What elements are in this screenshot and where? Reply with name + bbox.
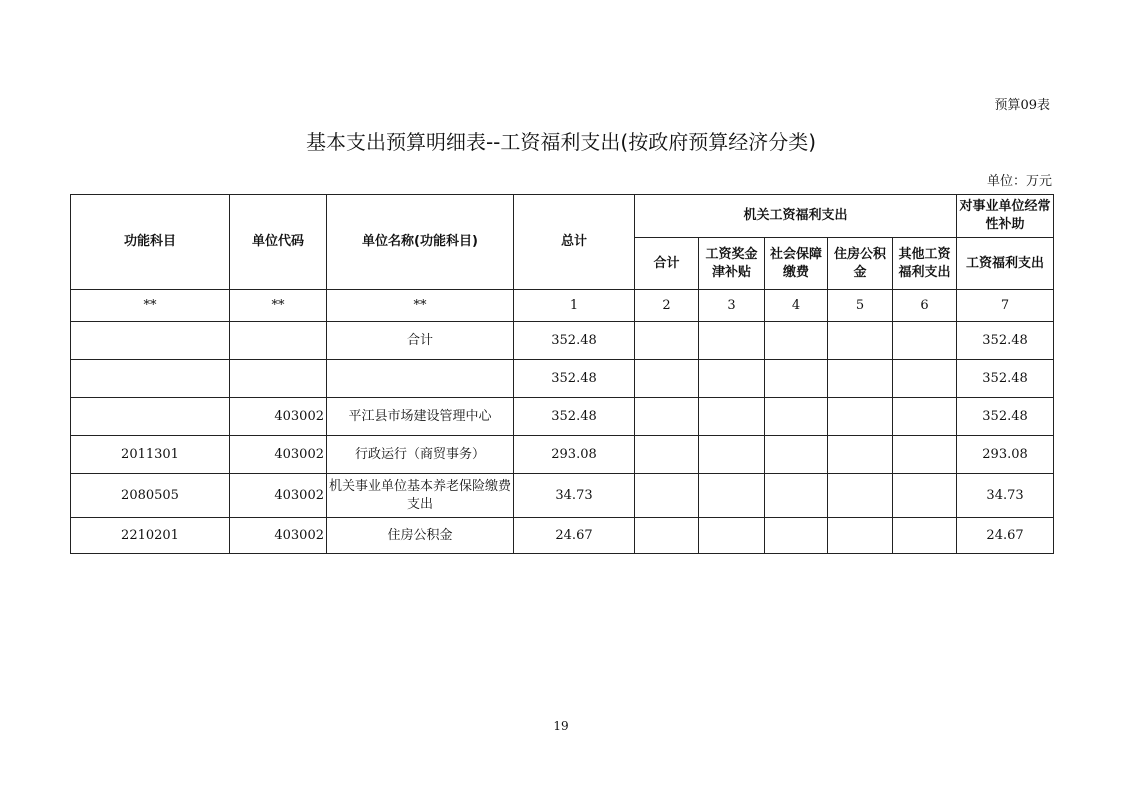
value-cell [635,436,699,474]
value-cell [765,436,828,474]
index-cell: 3 [699,290,765,322]
unit-code-cell [230,322,327,360]
unit-name-cell: 住房公积金 [327,518,514,554]
func-subject-cell [71,322,230,360]
func-subject-cell: 2011301 [71,436,230,474]
unit-code-cell [230,360,327,398]
unit-code-cell: 403002 [230,398,327,436]
value-cell [828,322,893,360]
header-group-shiye: 对事业单位经常性补助 [957,195,1054,238]
value-cell [699,398,765,436]
header-sub-shebao: 社会保障缴费 [765,238,828,290]
index-cell: 4 [765,290,828,322]
value-cell [893,474,957,518]
header-group-jiguan: 机关工资福利支出 [635,195,957,238]
value-cell: 352.48 [957,398,1054,436]
total-cell: 24.67 [514,518,635,554]
value-cell: 352.48 [957,360,1054,398]
value-cell [828,474,893,518]
unit-name-cell: 平江县市场建设管理中心 [327,398,514,436]
func-subject-cell: 2210201 [71,518,230,554]
value-cell [635,398,699,436]
header-func-subject: 功能科目 [71,195,230,290]
index-row [71,290,1054,322]
table-row [71,436,1054,474]
unit-code-cell: 403002 [230,518,327,554]
index-cell: 6 [893,290,957,322]
unit-name-cell [327,360,514,398]
header-unit-code: 单位代码 [230,195,327,290]
unit-code-cell: 403002 [230,436,327,474]
header-total: 总计 [514,195,635,290]
index-cell: ** [71,290,230,322]
value-cell [828,518,893,554]
value-cell [699,518,765,554]
value-cell: 34.73 [957,474,1054,518]
total-cell: 352.48 [514,322,635,360]
header-sub-heji: 合计 [635,238,699,290]
table-row [71,322,1054,360]
value-cell: 24.67 [957,518,1054,554]
value-cell [765,360,828,398]
index-cell: ** [230,290,327,322]
total-cell: 352.48 [514,398,635,436]
value-cell [893,518,957,554]
total-cell: 352.48 [514,360,635,398]
unit-label: 单位：万元 [986,174,1052,189]
table-row [71,474,1054,518]
value-cell [635,474,699,518]
value-cell [893,322,957,360]
table-row [71,518,1054,554]
page-number: 19 [553,719,569,733]
value-cell [635,322,699,360]
value-cell [828,360,893,398]
unit-code-cell: 403002 [230,474,327,518]
value-cell [765,474,828,518]
value-cell [765,398,828,436]
table-row [71,360,1054,398]
total-cell: 34.73 [514,474,635,518]
table-row [71,398,1054,436]
index-cell: 1 [514,290,635,322]
value-cell [893,436,957,474]
value-cell [635,360,699,398]
unit-name-cell: 合计 [327,322,514,360]
unit-name-cell: 行政运行（商贸事务） [327,436,514,474]
value-cell [635,518,699,554]
value-cell [699,360,765,398]
func-subject-cell: 2080505 [71,474,230,518]
value-cell [828,436,893,474]
func-subject-cell [71,398,230,436]
header-sub-shiye-gongzi: 工资福利支出 [957,238,1054,290]
header-sub-zhufang: 住房公积金 [828,238,893,290]
index-cell: 5 [828,290,893,322]
unit-name-cell: 机关事业单位基本养老保险缴费支出 [327,474,514,518]
value-cell [765,322,828,360]
value-cell [699,322,765,360]
func-subject-cell [71,360,230,398]
value-cell [699,474,765,518]
index-cell: 7 [957,290,1054,322]
index-cell: ** [327,290,514,322]
header-sub-gongzi: 工资奖金津补贴 [699,238,765,290]
header-sub-qita: 其他工资福利支出 [893,238,957,290]
value-cell [699,436,765,474]
budget-table [70,194,1054,554]
total-cell: 293.08 [514,436,635,474]
header-unit-name: 单位名称(功能科目) [327,195,514,290]
value-cell [828,398,893,436]
page-title: 基本支出预算明细表--工资福利支出(按政府预算经济分类) [305,130,817,154]
value-cell [765,518,828,554]
index-cell: 2 [635,290,699,322]
value-cell [893,398,957,436]
value-cell [893,360,957,398]
value-cell: 352.48 [957,322,1054,360]
table-number: 预算09表 [994,98,1050,113]
value-cell: 293.08 [957,436,1054,474]
